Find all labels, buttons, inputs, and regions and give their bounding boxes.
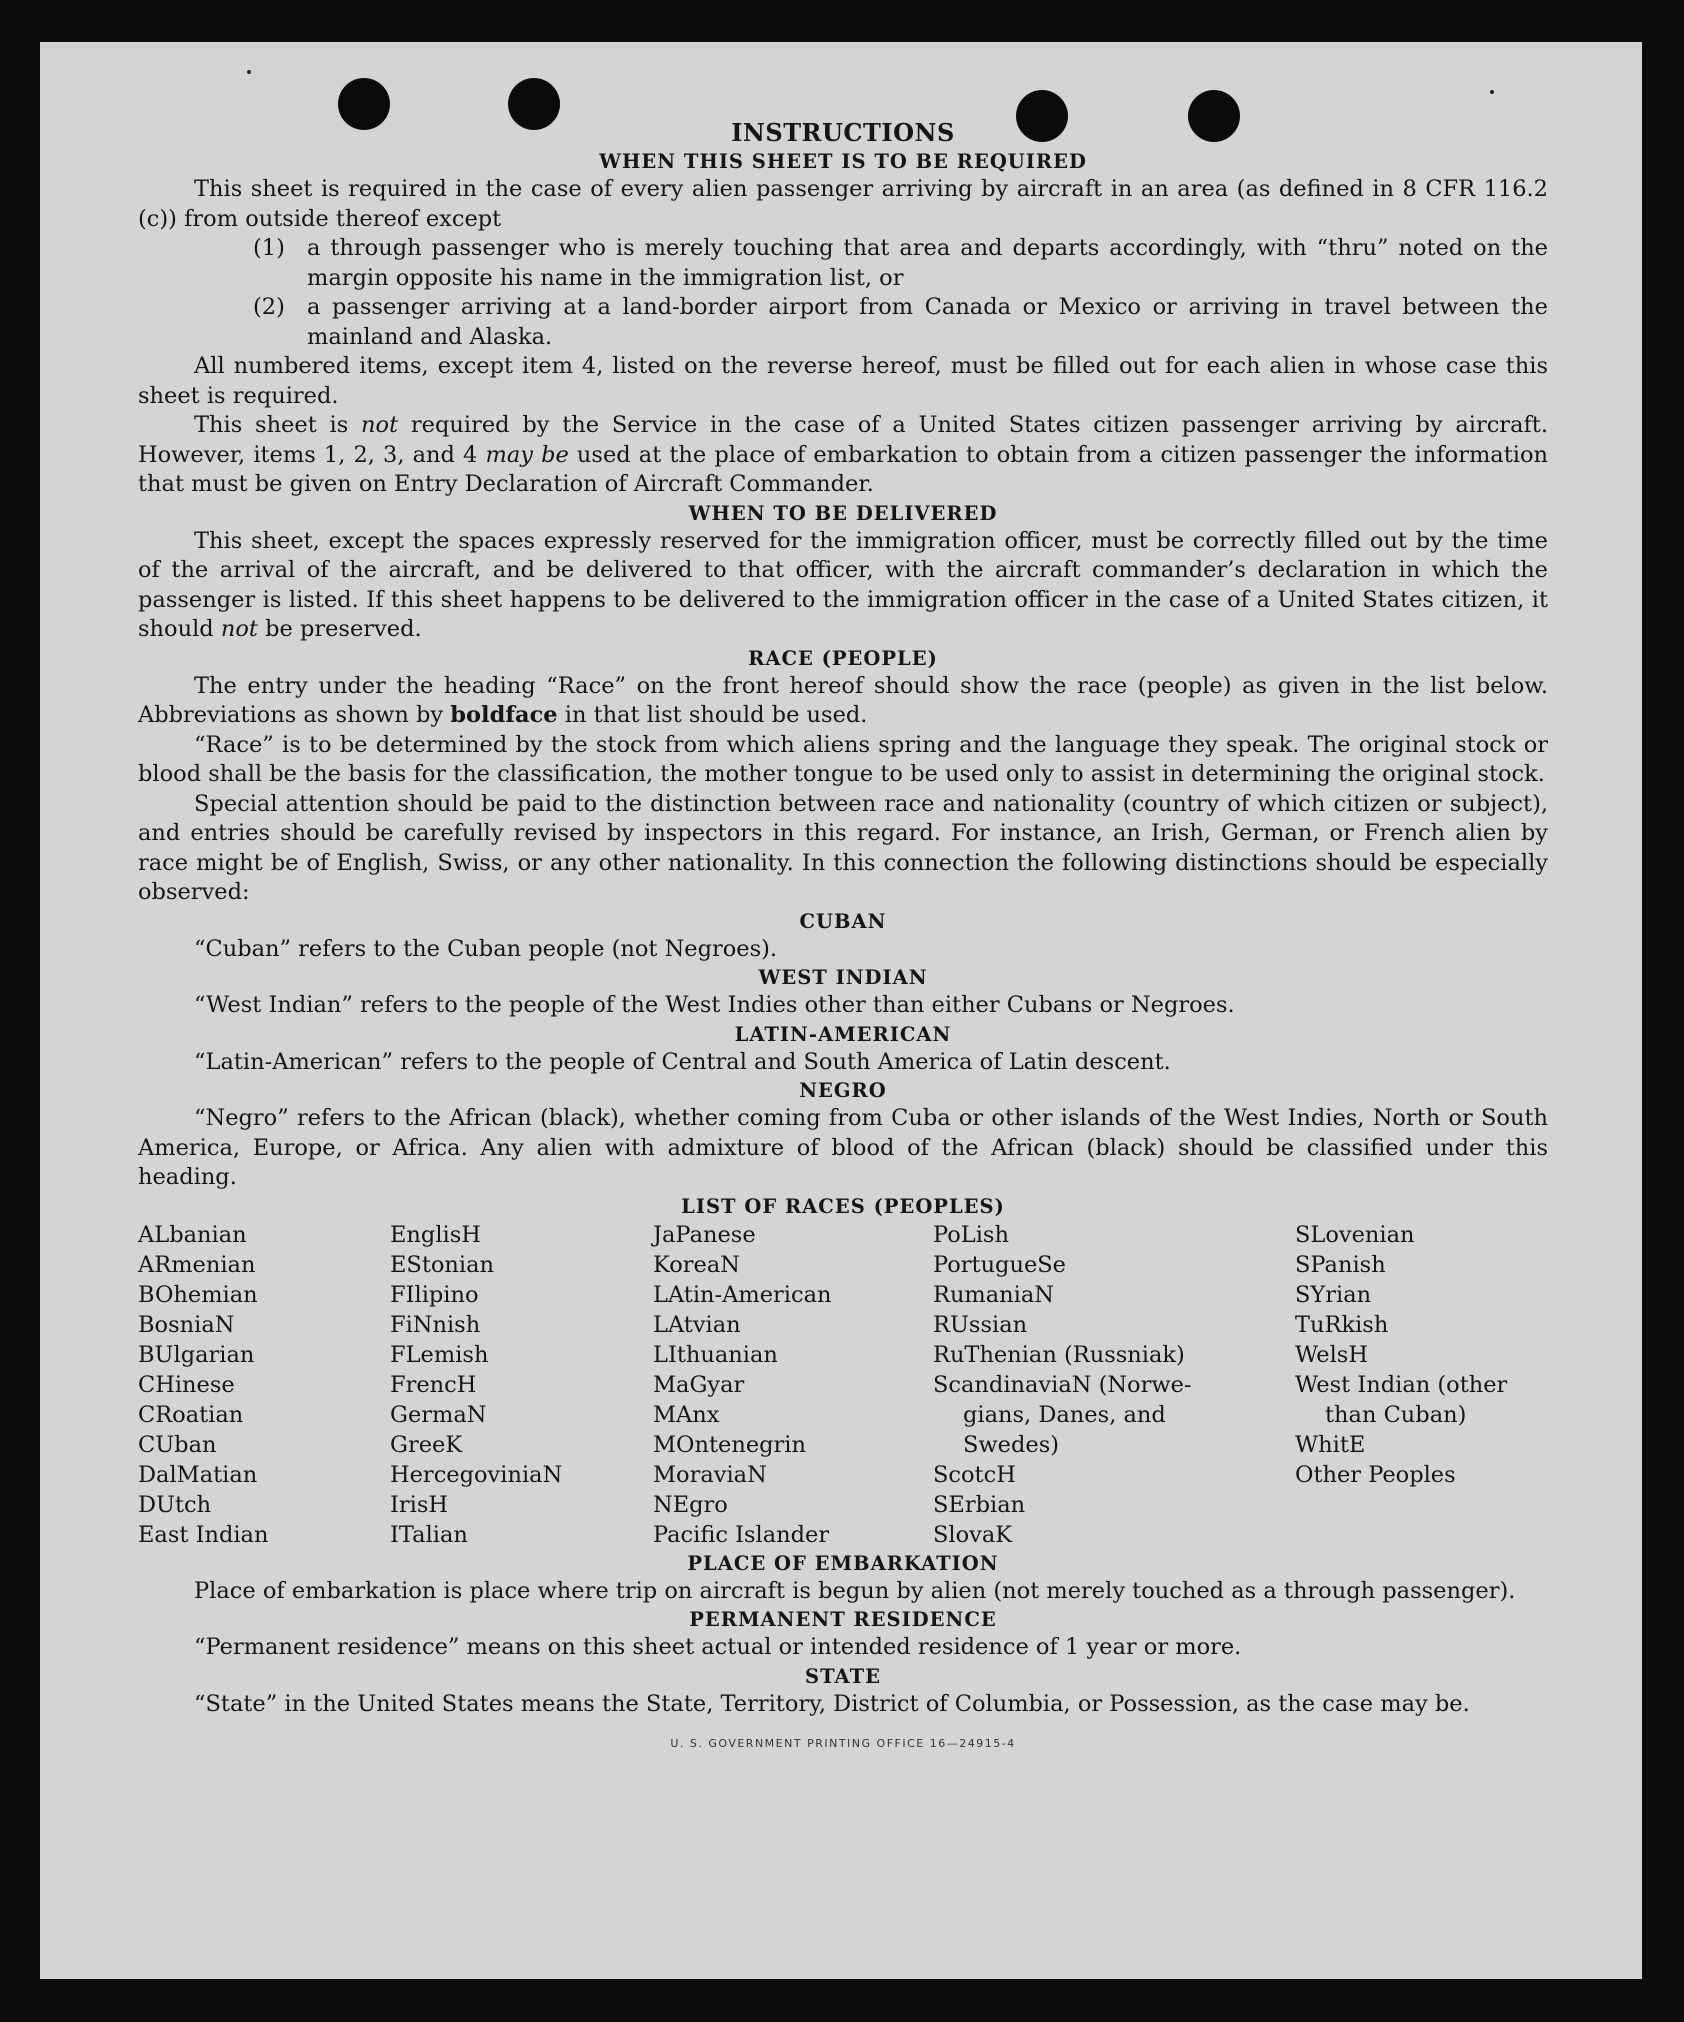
printer-imprint: U. S. GOVERNMENT PRINTING OFFICE 16—24915-4 — [670, 1737, 1016, 1750]
race-entry: East Indian — [138, 1521, 269, 1548]
race-entry: gians, Danes, and — [963, 1401, 1166, 1428]
race-entry: MAnx — [653, 1401, 720, 1428]
race-entry: MOntenegrin — [653, 1431, 806, 1458]
race-entry: Other Peoples — [1295, 1461, 1456, 1488]
race-entry: EnglisH — [390, 1221, 481, 1248]
emphasis: may be — [485, 441, 569, 468]
race-entry: ALbanian — [138, 1221, 247, 1248]
paragraph: “Cuban” refers to the Cuban people (not Negroes). — [194, 935, 778, 962]
race-entry: SYrian — [1295, 1281, 1372, 1308]
text-run: be preserved. — [257, 616, 422, 642]
text-run: This sheet, except the spaces expressly reserved for the immigration officer, must be correctly filled out by the time of the arrival of the aircraft, and be delivered to that officer, with the aircraft commander’s declaration in which the passenger is listed. If this sheet happens to be delivered to the immigration officer in the case of a United States citizen, it should — [138, 527, 1548, 642]
race-entry: BUlgarian — [138, 1341, 255, 1368]
race-entry: CHinese — [138, 1371, 235, 1398]
race-entry: LAtin-American — [653, 1281, 832, 1308]
race-entry: CUban — [138, 1431, 217, 1458]
instructions-text — [138, 116, 1548, 1759]
race-entry: NEgro — [653, 1491, 728, 1518]
race-entry: SPanish — [1295, 1251, 1386, 1278]
section-heading-when-delivered: WHEN TO BE DELIVERED — [688, 501, 998, 525]
paragraph: “State” in the United States means the State, Territory, District of Columbia, or Possession, as the case may be. — [194, 1690, 1470, 1717]
item-text: a through passenger who is merely touching that area and departs accordingly, with “thru” noted on the margin opposite his name in the immigration list, or — [307, 235, 1548, 291]
section-heading-residence: PERMANENT RESIDENCE — [689, 1608, 997, 1631]
race-entry: SLovenian — [1295, 1221, 1415, 1248]
race-entry: BOhemian — [138, 1281, 258, 1308]
section-heading-latin-american: LATIN-AMERICAN — [734, 1022, 952, 1046]
paragraph: All numbered items, except item 4, listed on the reverse hereof, must be filled out for each alien in whose case this sheet is required. — [138, 353, 1548, 409]
races-column — [933, 1220, 1295, 1550]
section-heading-west-indian: WEST INDIAN — [758, 966, 928, 989]
race-entry: PoLish — [933, 1221, 1009, 1248]
race-entry: Pacific Islander — [653, 1521, 830, 1548]
section-heading-negro: NEGRO — [799, 1079, 887, 1102]
paragraph: Special attention should be paid to the distinction between race and nationality (country of which citizen or subject), and entries should be carefully revised by inspectors in this regard. For instance, an Irish, German, or French alien by race might be of English, Swiss, or any other nationality. In this connection the following distinctions should be especially observed: — [138, 790, 1548, 905]
race-entry: ARmenian — [138, 1251, 256, 1278]
races-list — [138, 1220, 1548, 1550]
section-heading-when-required: WHEN THIS SHEET IS TO BE REQUIRED — [599, 150, 1087, 173]
emphasis: not — [361, 412, 399, 438]
race-entry: FIlipino — [390, 1281, 479, 1308]
item-number: (1) — [253, 235, 285, 261]
paragraph: “Negro” refers to the African (black), whether coming from Cuba or other islands of the West Indies, North or South America, Europe, or Africa. Any alien with admixture of blood of the African (black) should be classified under this heading. — [138, 1105, 1548, 1190]
race-entry: FiNnish — [390, 1311, 481, 1338]
races-column — [653, 1220, 933, 1550]
numbered-item — [253, 234, 1548, 293]
text-run: in that list should be used. — [557, 702, 868, 728]
race-entry: ITalian — [390, 1521, 468, 1548]
section-heading-list-of-races: LIST OF RACES (PEOPLES) — [681, 1194, 1005, 1218]
race-entry: MoraviaN — [653, 1461, 767, 1488]
race-entry: EStonian — [390, 1251, 495, 1278]
race-entry: GreeK — [390, 1431, 463, 1458]
paragraph — [138, 411, 1548, 500]
race-entry: JaPanese — [653, 1221, 756, 1248]
race-entry: RUssian — [933, 1311, 1028, 1338]
paragraph: “Race” is to be determined by the stock from which aliens spring and the language they speak. The original stock or blood shall be the basis for the classification, the mother tongue to be used only to assist in determining the original stock. — [138, 731, 1548, 787]
race-entry: RuThenian (Russniak) — [933, 1341, 1185, 1368]
race-entry: RumaniaN — [933, 1281, 1054, 1308]
race-entry: SErbian — [933, 1491, 1026, 1518]
paragraph: This sheet is required in the case of every alien passenger arriving by aircraft in an area (as defined in 8 CFR 116.2 (c)) from outside thereof except — [138, 176, 1548, 232]
race-entry: KoreaN — [653, 1251, 740, 1278]
race-entry: LIthuanian — [653, 1341, 778, 1368]
paragraph: “Permanent residence” means on this sheet actual or intended residence of 1 year or more. — [194, 1634, 1242, 1660]
paragraph — [138, 527, 1548, 645]
page-title: INSTRUCTIONS — [731, 118, 955, 147]
race-entry: CRoatian — [138, 1401, 244, 1428]
race-entry: WhitE — [1295, 1431, 1366, 1458]
section-heading-cuban: CUBAN — [799, 909, 887, 933]
race-entry: BosniaN — [138, 1311, 235, 1338]
race-entry: HercegoviniaN — [390, 1461, 563, 1488]
item-text: a passenger arriving at a land-border airport from Canada or Mexico or arriving in travel between the mainland and Alaska. — [307, 294, 1548, 350]
numbered-item — [253, 293, 1548, 352]
section-heading-state: STATE — [805, 1664, 881, 1688]
race-entry: LAtvian — [653, 1311, 741, 1338]
race-entry: than Cuban) — [1325, 1401, 1467, 1428]
section-heading-race: RACE (PEOPLE) — [748, 646, 938, 670]
document-page — [40, 42, 1642, 1979]
text-run: required by the Service in the case of a United States citizen passenger arriving by aircraft. However, items 1, 2, 3, and 4 — [138, 412, 1549, 468]
race-entry: DUtch — [138, 1491, 212, 1518]
emphasis: not — [220, 616, 258, 642]
speck — [1490, 90, 1494, 94]
race-entry: ScandinaviaN (Norwe- — [933, 1371, 1192, 1398]
section-heading-embarkation: PLACE OF EMBARKATION — [687, 1551, 999, 1575]
text-run: used at the place of embarkation to obtain from a citizen passenger the information that must be given on Entry Declaration of Aircraft Commander. — [138, 441, 1548, 497]
race-entry: GermaN — [390, 1401, 487, 1428]
paragraph: “Latin-American” refers to the people of Central and South America of Latin descent. — [194, 1048, 1171, 1075]
text-run: The entry under the heading “Race” on the front hereof should show the race (people) as given in the list below. Abbreviations as shown by — [138, 672, 1548, 728]
race-entry: IrisH — [390, 1491, 449, 1518]
paragraph: Place of embarkation is place where trip on aircraft is begun by alien (not merely touched as a through passenger). — [194, 1577, 1516, 1604]
race-entry: PortugueSe — [933, 1251, 1067, 1278]
paragraph — [138, 672, 1548, 731]
races-column — [138, 1220, 390, 1550]
race-entry: DalMatian — [138, 1461, 258, 1488]
race-entry: MaGyar — [653, 1371, 745, 1398]
race-entry: West Indian (other — [1295, 1371, 1508, 1398]
race-entry: TuRkish — [1295, 1311, 1389, 1338]
speck — [247, 70, 251, 74]
races-column — [1295, 1220, 1548, 1550]
paragraph: “West Indian” refers to the people of the West Indies other than either Cubans or Negroes. — [194, 992, 1235, 1018]
bold-text: boldface — [450, 702, 558, 728]
item-number: (2) — [253, 294, 285, 320]
races-column — [390, 1220, 653, 1550]
race-entry: ScotcH — [933, 1461, 1016, 1488]
race-entry: WelsH — [1295, 1341, 1368, 1368]
race-entry: FrencH — [390, 1371, 477, 1398]
text-run: This sheet is — [194, 412, 362, 438]
race-entry: Swedes) — [963, 1431, 1060, 1458]
race-entry: SlovaK — [933, 1521, 1013, 1548]
race-entry: FLemish — [390, 1341, 489, 1368]
